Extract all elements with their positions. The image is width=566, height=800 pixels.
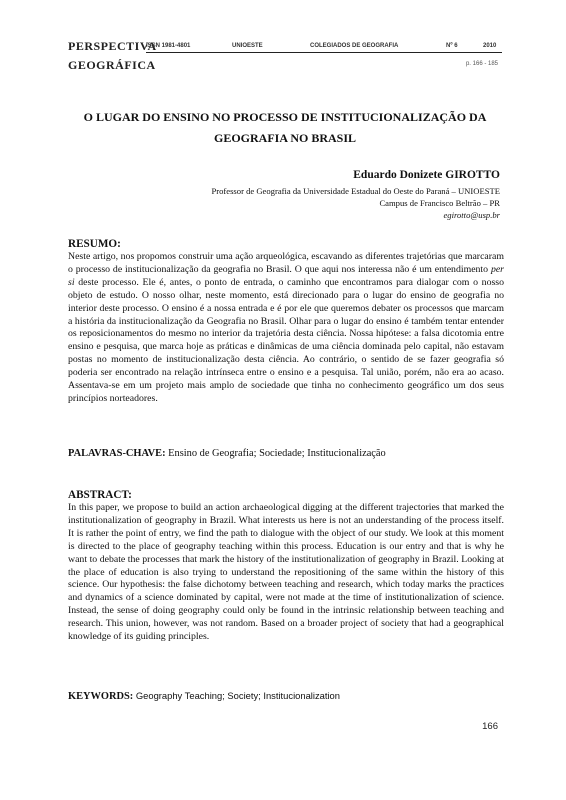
resumo-heading: RESUMO: xyxy=(68,238,121,250)
resumo-text xyxy=(68,251,504,406)
keywords-label: KEYWORDS: xyxy=(68,691,134,702)
keywords xyxy=(68,689,504,704)
institution: UNIOESTE xyxy=(232,43,263,49)
article-title-line2: GEOGRAFIA NO BRASIL xyxy=(213,131,357,145)
author-affiliation: Professor de Geografia da Universidade Estadual do Oeste do Paraná – UNIOESTE xyxy=(211,186,500,196)
palavras-chave-value: Ensino de Geografia; Sociedade; Institucionalização xyxy=(165,448,386,459)
abstract-heading: ABSTRACT: xyxy=(68,489,132,501)
resumo-text-part2: deste processo. Ele é, antes, o ponto de entrada, o caminho que encontramos para dialogar com o nosso objeto de estudo. O nosso olhar, neste momento, está direcionado para o lugar do ensino de geografia no interior deste processo. O ensino é a nossa entrada e é por ele que queremos debater os processos que marcam a história da institucionalização da Geografia no Brasil. Olhar para o lugar do ensino é também tentar entender os reposicionamentos do mesmo no interior da trajetória desta ciência. Nossa hipótese: a falsa dicotomia entre ensino e pesquisa, que marca hoje as práticas e dinâmicas de uma ciência dominada pelo capital, não estavam postas no momento de institucionalização desta ciência. Ao contrário, o sentido de se fazer geografia só poderia ser encontrado na relação intrínseca entre o ensino e a pesquisa. Tal união, porém, não era ao acaso. Assentava-se em um projeto mais amplo de sociedade que tinha no conhecimento geográfico um dos seus princípios norteadores. xyxy=(68,276,504,404)
running-header xyxy=(146,40,502,53)
abstract-text: In this paper, we propose to build an action archaeological digging at the different trajectories that marked the institutionalization of geography in Brazil. What interests us here is not an understanding of the process itself. It is rather the point of entry, we find the path to dialogue with the object of our study. We look at this moment is directed to the place of geography teaching within this process. Education is our entry and that is why he want to debate the processes that mark the history of the institutionalization of geography in Brazil. Looking at the place of education is also trying to understand the repositioning of the same within the history of this science. Our hypothesis: the false dichotomy between teaching and research, which today marks the practices and dynamics of a science dominated by capital, were not made at the time of institutionalization of science. Instead, the sense of doing geography could only be found in the intrinsic relationship between teaching and research. This union, however, was not random. Based on a broader project of society that had a geographical knowledge of its guiding principles. xyxy=(68,502,504,643)
keywords-value: Geography Teaching; Society; Institucionalization xyxy=(133,690,340,701)
journal-name xyxy=(68,37,157,75)
collegiate: COLEGIADOS DE GEOGRAFIA xyxy=(310,43,399,49)
resumo-section xyxy=(68,238,504,406)
author-email: egirotto@usp.br xyxy=(443,210,500,220)
palavras-chave xyxy=(68,447,504,461)
journal-name-line1: PERSPECTIVA xyxy=(68,39,157,53)
resumo-italic: per si xyxy=(68,263,504,288)
journal-name-line2: GEOGRÁFICA xyxy=(68,58,156,72)
author-campus: Campus de Francisco Beltrão – PR xyxy=(379,198,500,208)
article-title-line1: O LUGAR DO ENSINO NO PROCESSO DE INSTITUCIONALIZAÇÃO DA xyxy=(83,110,487,124)
author-name: Eduardo Donizete GIROTTO xyxy=(353,169,500,181)
issue-number: Nº 6 xyxy=(446,43,458,49)
article-title xyxy=(68,107,502,149)
palavras-chave-label: PALAVRAS-CHAVE: xyxy=(68,448,166,459)
author-block xyxy=(100,167,500,221)
resumo-text-part1: Neste artigo, nos propomos construir uma ação arqueológica, escavando as diferentes trajetórias que marcaram o processo de institucionalização da geografia no Brasil. O que aqui nos interessa não é um entendimento xyxy=(68,251,504,275)
issue-year: 2010 xyxy=(483,43,497,49)
issn: ISSN 1981-4801 xyxy=(146,43,191,49)
page-number: 166 xyxy=(482,721,498,732)
abstract-section xyxy=(68,489,504,644)
page-range: p. 166 - 185 xyxy=(465,61,498,67)
